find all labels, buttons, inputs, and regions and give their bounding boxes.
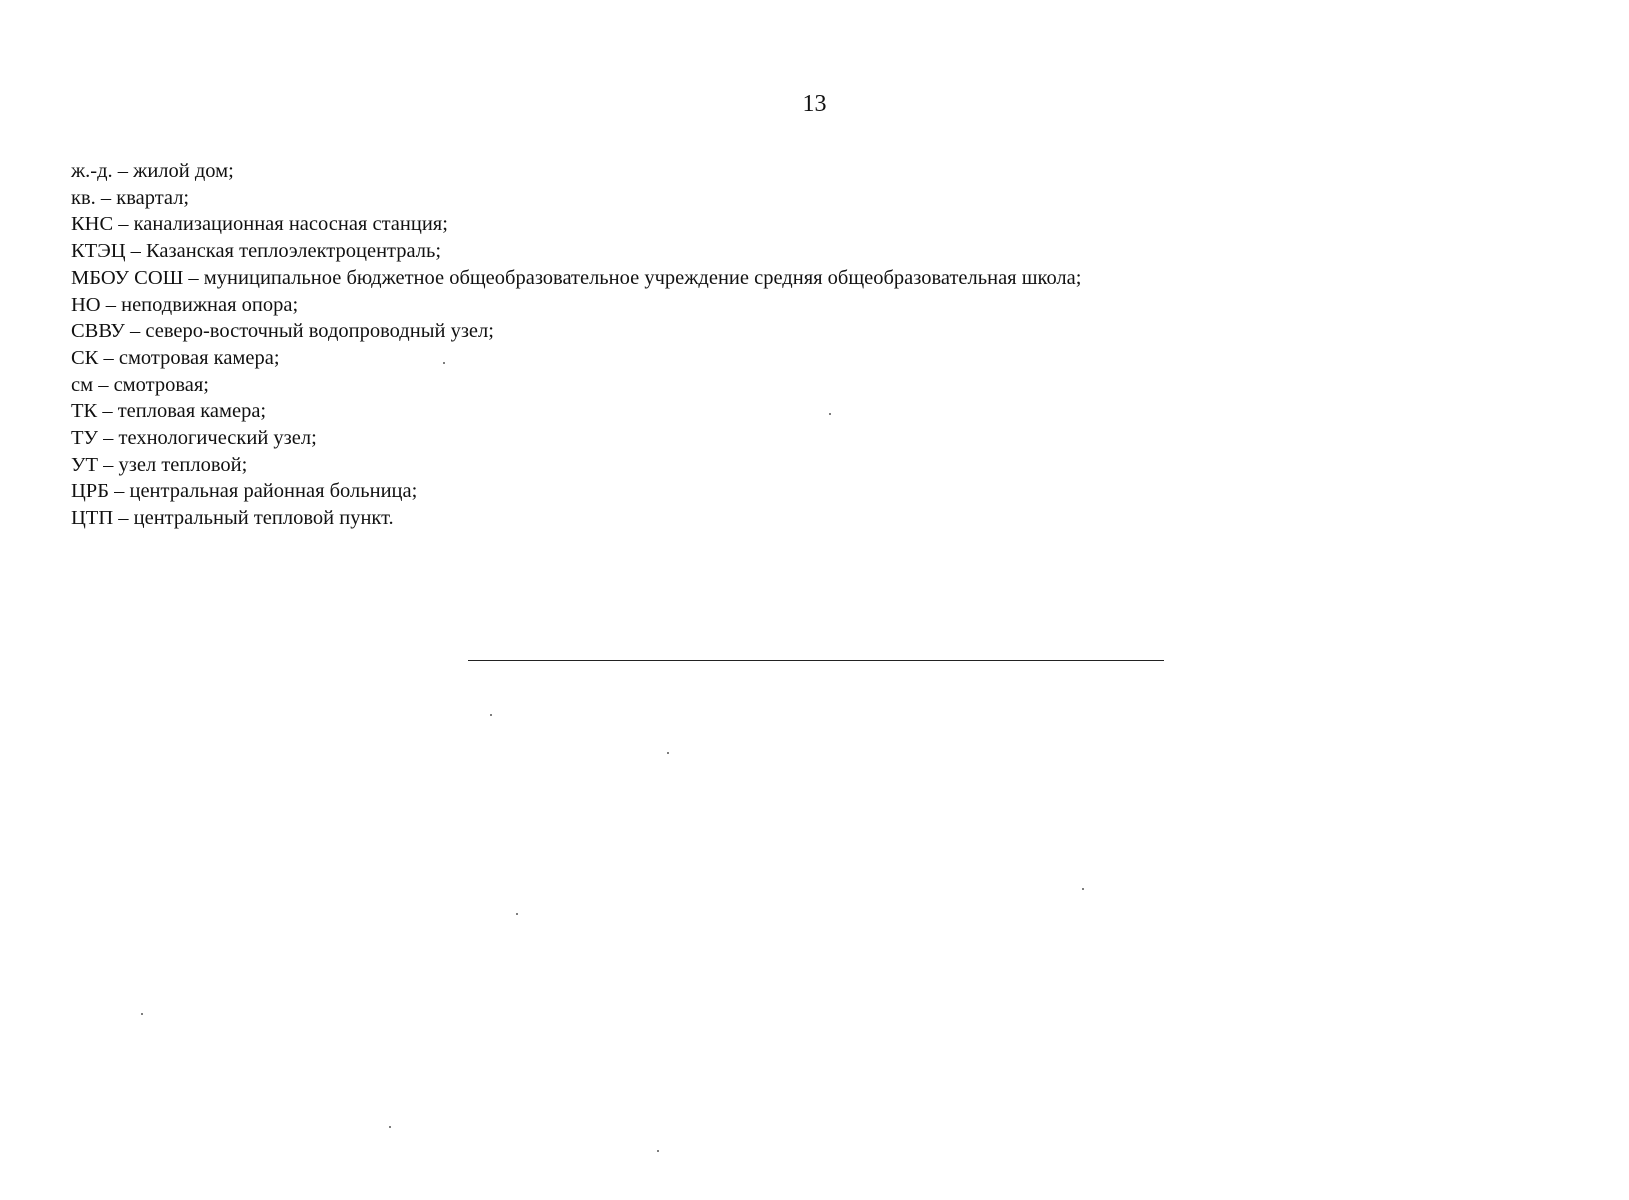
abbreviation-item: УТ – узел тепловой; xyxy=(71,453,248,476)
abbreviation-item: НО – неподвижная опора; xyxy=(71,293,299,316)
scan-speck xyxy=(490,714,492,716)
abbreviation-item: СК – смотровая камера; xyxy=(71,346,280,369)
scan-speck xyxy=(829,413,831,415)
scan-speck xyxy=(443,362,445,364)
scan-speck xyxy=(516,913,518,915)
abbreviation-item: кв. – квартал; xyxy=(71,186,190,209)
abbreviation-item: ЦРБ – центральная районная больница; xyxy=(71,480,418,503)
scan-speck xyxy=(1082,888,1084,890)
abbreviation-item: МБОУ СОШ – муниципальное бюджетное общеобразовательное учреждение средняя общеобразовательная школа; xyxy=(71,266,1082,289)
abbreviation-item: см – смотровая; xyxy=(71,373,209,396)
abbreviation-item: ТК – тепловая камера; xyxy=(71,400,267,423)
abbreviation-item: КНС – канализационная насосная станция; xyxy=(71,213,448,236)
scan-speck xyxy=(141,1013,143,1015)
abbreviation-item: ТУ – технологический узел; xyxy=(71,427,317,450)
abbreviation-item: КТЭЦ – Казанская теплоэлектроцентраль; xyxy=(71,240,442,263)
page-number: 13 xyxy=(802,91,827,117)
abbreviation-item: ЦТП – центральный тепловой пункт. xyxy=(71,507,394,530)
abbreviation-item: ж.-д. – жилой дом; xyxy=(71,160,234,182)
abbreviation-list xyxy=(71,158,1081,532)
scan-speck xyxy=(667,752,669,754)
scan-speck xyxy=(389,1126,391,1128)
separator-line xyxy=(468,660,1164,661)
abbreviation-item: СВВУ – северо-восточный водопроводный узел; xyxy=(71,320,494,343)
scan-speck xyxy=(657,1150,659,1152)
